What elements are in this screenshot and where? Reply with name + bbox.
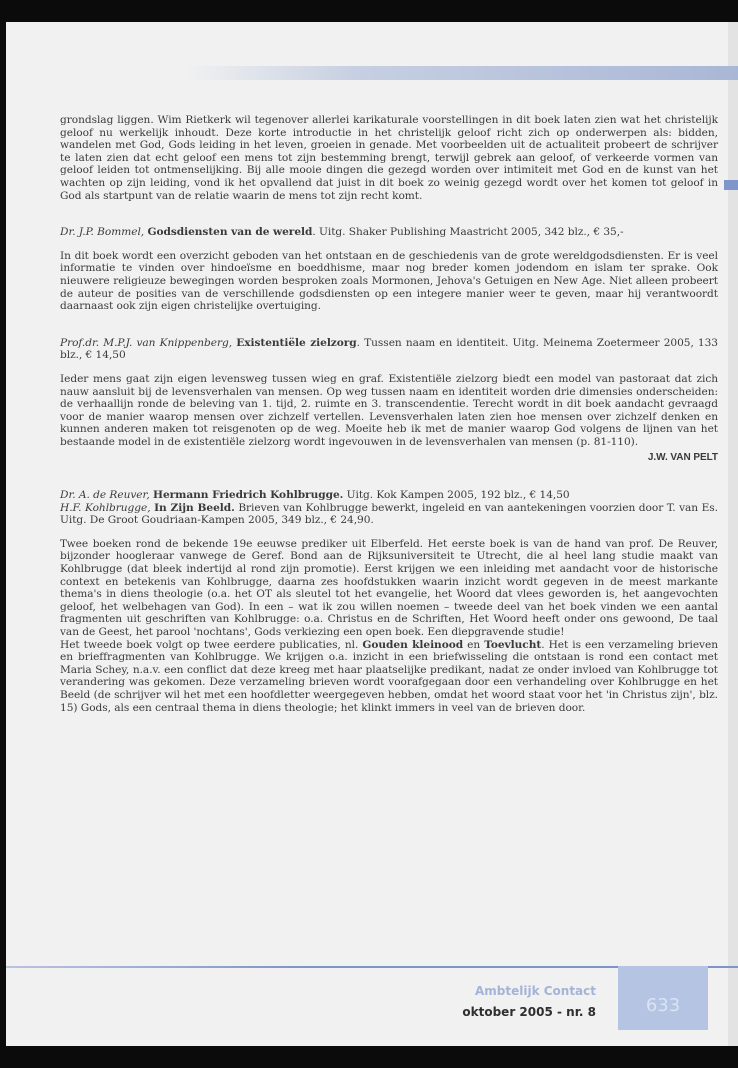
page-edge [728,22,738,1046]
review-3-author-a: Dr. A. de Reuver, [60,489,150,502]
review-1-reference [60,226,718,239]
review-1-details: . Uitg. Shaker Publishing Maastricht 2005, 342 blz., € 35,- [312,226,624,239]
review-3-details-b: Brieven van Kohlbrugge bewerkt, ingeleid en van aantekeningen voorzien door T. van Es. Uitg. De Groot Goudriaan-Kampen 2005, 349 blz., € 24,90. [60,501,718,527]
scan-border-top [0,0,738,22]
review-3-body-1: Twee boeken rond de bekende 19e eeuwse prediker uit Elberfeld. Het eerste boek is van de hand van prof. De Reuver, bijzonder hoogleraar vanwege de Geref. Bond aan de Rijksuniversiteit te Utrecht, die al heel lang studie maakt van Kohlbrugge (dat bleek indertijd al rond zijn promotie). Eerst krijgen we een inleiding met aandacht voor de historische context en betekenis van Kohlbrugge, daarna zes hoofdstukken waarin inzicht wordt gegeven in de meest markante thema's in diens theologie (o.a. het OT als sleutel tot het evangelie, het Woord dat vlees geworden is, het aangevochten geloof, het welbehagen van God). In een – wat ik zou willen noemen – tweede deel van het boek vinden we een aantal fragmenten uit geschriften van Kohlbrugge: o.a. Christus en de Schriften, Het Woord heeft onder ons gewoond, De taal van de Geest, het parool 'nochtans', Gods verkiezing een open boek. Een diepgravende studie! [60,537,718,638]
scan-border-bottom [0,1046,738,1068]
review-1-body: In dit boek wordt een overzicht geboden van het ontstaan en de geschiedenis van de grote wereldgodsdiensten. Er is veel informatie te vinden over hindoeïsme en boeddhisme, maar nog breder komen jodendom en islam ter sprake. Ook nieuwere religieuze bewegingen worden besproken zoals Mormonen, Jehova's Getuigen en New Age. Niet alleen probeert de auteur de posities van de verschillende godsdiensten op een integere manier weer te geven, maar hij verantwoordt daarnaast ook zijn eigen christelijke overtuiging. [60,249,718,313]
review-3-reference-a [60,489,718,502]
review-3-title-a: Hermann Friedrich Kohlbrugge. [153,489,344,502]
review-2-details: . Tussen naam en identiteit. Uitg. Meinema Zoetermeer 2005, 133 blz., € 14,50 [60,336,718,362]
page-number: 633 [645,994,681,1016]
header-band [186,66,738,80]
review-3-title-b: In Zijn Beeld. [154,501,235,514]
review-2-reference [60,337,718,362]
review-3-details-a: Uitg. Kok Kampen 2005, 192 blz., € 14,50 [343,489,570,502]
journal-name: Ambtelijk Contact [474,984,596,998]
review-1-title: Godsdiensten van de wereld [147,226,313,239]
page-number-box [618,966,708,1030]
review-3-body-2 [60,639,718,715]
issue-info: oktober 2005 - nr. 8 [462,1005,596,1019]
book-title-toevlucht: Toevlucht [484,638,542,651]
review-3-body-2-rest: . Het is een verzameling brieven en brieffragmenten van Kohlbrugge. We krijgen o.a. inzicht in een briefwisseling die ontstaan is rond een contact met Maria Schey, n.a.v. een conflict dat deze kreeg met haar plaatselijke predikant, nadat ze onder invloed van Kohlbrugge tot verandering was gekomen. Deze verzameling brieven wordt voorafgegaan door een verhandeling over Kohlbrugge en het Beeld (de schrijver wil het met een hoofdletter weergegeven hebben, omdat het woord staat voor het 'in Christus zijn', blz. 15) Gods, als een centraal thema in diens theologie; het klinkt immers in veel van de brieven door. [60,638,718,714]
article-content [60,114,718,714]
review-1-author: Dr. J.P. Bommel, [60,226,145,239]
book-title-gouden-kleinood: Gouden kleinood [362,638,464,651]
review-2-body: Ieder mens gaat zijn eigen levensweg tussen wieg en graf. Existentiële zielzorg biedt een model van pastoraat dat zich nauw aansluit bij de levensverhalen van mensen. Op weg tussen naam en identiteit worden drie dimensies onderscheiden: de verhaallijn ronde de beleving van 1. tijd, 2. ruimte en 3. transcendentie. Terecht wordt in dit boek aandacht gevraagd voor de manier waarop mensen over zichzelf vertellen. Levensverhalen laten zien hoe mensen over zichzelf denken en kunnen anderen maken tot reisgenoten op de weg. Moeite heb ik met de manier waarop God volgens de lijnen van het bestaande model in de existentiële zielzorg wordt ingevouwen in de levensverhalen van mensen (p. 81-110). [60,372,718,448]
review-signature: J.W. VAN PELT [647,452,718,464]
review-3-author-b: H.F. Kohlbrugge, [60,501,151,514]
review-3-body-2-and: en [463,638,485,651]
review-2-author: Prof.dr. M.P.J. van Knippenberg, [60,336,233,349]
review-3-reference-b [60,502,718,527]
review-2-title: Existentiële zielzorg [236,336,357,349]
side-tab-marker [724,180,738,190]
page [6,22,738,1046]
review-3-body-2-start: Het tweede boek volgt op twee eerdere publicaties, nl. [60,638,363,651]
intro-paragraph: grondslag liggen. Wim Rietkerk wil tegenover allerlei karikaturale voorstellingen in dit boek laten zien wat het christelijk geloof nu werkelijk inhoudt. Deze korte introductie in het christelijk geloof richt zich op onderwerpen als: bidden, wandelen met God, Gods leiding in het leven, groeien in genade. Met voorbeelden uit de actualiteit probeert de schrijver te laten zien dat echt geloof een mens tot zijn bestemming brengt, terwijl gebrek aan geloof, of verkeerde vormen van geloof leiden tot ontmenselijking. Bij alle mooie dingen die gezegd worden over intimiteit met God en de kunst van het wachten op zijn leiding, vond ik het opvallend dat juist in dit boek zo weinig gezegd wordt over het komen tot geloof in God als startpunt van de relatie waarin de mens tot zijn recht komt. [60,114,718,202]
